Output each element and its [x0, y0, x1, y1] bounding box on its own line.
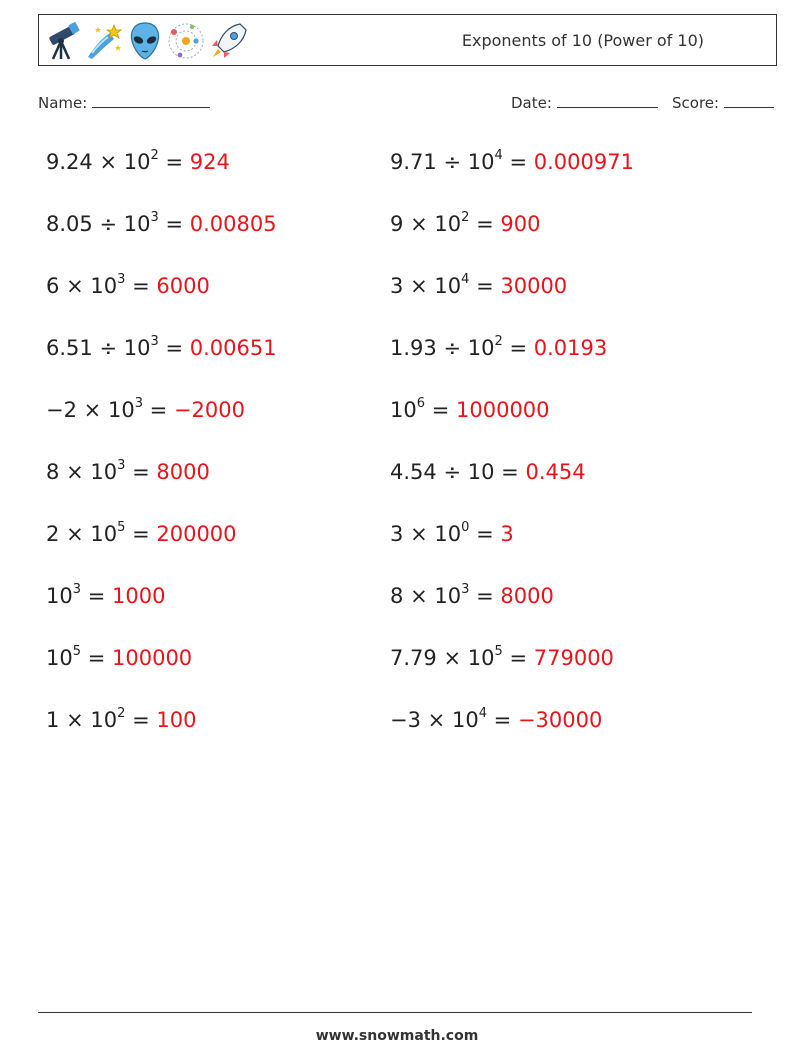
answer: 3 [500, 522, 514, 546]
answer: 924 [189, 150, 230, 174]
equals-sign: = [476, 584, 494, 608]
coefficient: 6.51 [46, 336, 93, 360]
answer: 1000 [112, 584, 166, 608]
operator: × [410, 212, 428, 236]
operator: ÷ [99, 212, 118, 236]
base: 10 [467, 336, 495, 360]
operator: × [410, 274, 428, 298]
header-icons [43, 19, 248, 63]
operator: ÷ [443, 336, 462, 360]
exponent: 2 [494, 334, 503, 349]
equals-sign: = [165, 336, 184, 360]
equals-sign: = [165, 150, 184, 174]
equals-sign: = [132, 708, 150, 732]
exponent: 3 [134, 396, 143, 411]
base: 10 [107, 398, 135, 422]
problem-item [46, 388, 390, 450]
problem-item [390, 636, 734, 698]
exponent: 3 [117, 458, 126, 473]
answer: 900 [500, 212, 541, 236]
coefficient: 7.79 [390, 646, 437, 670]
base: 10 [123, 212, 151, 236]
exponent: 2 [150, 148, 159, 163]
problem-item [390, 140, 734, 202]
problem-grid [46, 140, 746, 760]
coefficient: 8 [390, 584, 404, 608]
equals-sign: = [509, 336, 528, 360]
exponent: 6 [416, 396, 426, 411]
operator: × [410, 584, 428, 608]
equals-sign: = [509, 150, 528, 174]
exponent: 3 [72, 582, 82, 597]
coefficient: 6 [46, 274, 60, 298]
operator: × [66, 708, 84, 732]
base: 10 [46, 584, 73, 608]
coefficient: 2 [46, 522, 60, 546]
equals-sign: = [476, 522, 494, 546]
exponent: 0 [461, 520, 470, 535]
operator: × [410, 522, 428, 546]
operator: × [99, 150, 118, 174]
rocket-icon [207, 19, 247, 63]
date-blank[interactable] [557, 93, 658, 108]
date-label: Date: [511, 94, 552, 112]
coefficient: 3 [390, 522, 404, 546]
coefficient: 4.54 [390, 460, 437, 484]
worksheet-header [38, 14, 777, 66]
shooting-star-icon [84, 19, 124, 63]
equals-sign: = [431, 398, 450, 422]
equals-sign: = [87, 646, 106, 670]
problem-item [46, 326, 390, 388]
exponent: 4 [461, 272, 470, 287]
exponent: 3 [150, 210, 159, 225]
operator: ÷ [443, 150, 462, 174]
answer: −2000 [173, 398, 245, 422]
problem-item [46, 202, 390, 264]
coefficient: −3 [390, 708, 421, 732]
name-field [38, 93, 210, 112]
answer: 6000 [156, 274, 210, 298]
footer-divider [38, 1012, 752, 1013]
problem-item [390, 450, 734, 512]
problem-item [46, 512, 390, 574]
base: 10 [46, 646, 73, 670]
footer-site: www.snowmath.com [315, 1028, 479, 1044]
operator: × [83, 398, 102, 422]
problem-item [390, 574, 734, 636]
equals-sign: = [132, 274, 150, 298]
solar-system-icon [166, 19, 206, 63]
coefficient: 1.93 [390, 336, 437, 360]
name-label: Name: [38, 94, 88, 112]
worksheet-title: Exponents of 10 (Power of 10) [461, 31, 704, 50]
answer: 200000 [156, 522, 237, 546]
exponent: 3 [461, 582, 470, 597]
base: 10 [467, 460, 495, 484]
base: 10 [451, 708, 479, 732]
equals-sign: = [493, 708, 512, 732]
coefficient: 8 [46, 460, 60, 484]
exponent: 5 [117, 520, 126, 535]
problem-item [46, 636, 390, 698]
score-blank[interactable] [724, 93, 774, 108]
problem-item [46, 450, 390, 512]
operator: × [66, 274, 84, 298]
exponent: 4 [494, 148, 503, 163]
problem-item [390, 326, 734, 388]
exponent: 2 [461, 210, 470, 225]
equals-sign: = [501, 460, 519, 484]
answer: 0.000971 [533, 150, 634, 174]
base: 10 [434, 522, 462, 546]
coefficient: 8.05 [46, 212, 93, 236]
answer: 8000 [156, 460, 210, 484]
coefficient: 9.24 [46, 150, 93, 174]
exponent: 4 [478, 706, 487, 721]
answer: 779000 [533, 646, 614, 670]
telescope-icon [43, 19, 83, 63]
operator: × [443, 646, 462, 670]
base: 10 [390, 398, 417, 422]
score-label: Score: [672, 94, 720, 112]
base: 10 [123, 336, 151, 360]
answer: 1000000 [456, 398, 550, 422]
exponent: 2 [117, 706, 126, 721]
exponent: 5 [72, 644, 82, 659]
answer: 100 [156, 708, 197, 732]
base: 10 [467, 646, 495, 670]
operator: ÷ [443, 460, 462, 484]
problem-item [390, 698, 734, 760]
problem-item [46, 698, 390, 760]
answer: 30000 [500, 274, 568, 298]
equals-sign: = [132, 522, 150, 546]
problem-item [390, 202, 734, 264]
answer: 0.00805 [189, 212, 277, 236]
answer: 0.454 [525, 460, 586, 484]
base: 10 [90, 522, 118, 546]
problem-item [46, 574, 390, 636]
problem-item [390, 388, 734, 450]
coefficient: 1 [46, 708, 60, 732]
alien-icon [125, 19, 165, 63]
base: 10 [123, 150, 151, 174]
problem-item [46, 140, 390, 202]
equals-sign: = [165, 212, 184, 236]
exponent: 5 [494, 644, 503, 659]
answer: 0.0193 [533, 336, 608, 360]
base: 10 [434, 212, 462, 236]
operator: × [427, 708, 446, 732]
problem-item [390, 264, 734, 326]
coefficient: 9 [390, 212, 404, 236]
problem-item [46, 264, 390, 326]
coefficient: 9.71 [390, 150, 437, 174]
operator: × [66, 522, 84, 546]
equals-sign: = [476, 212, 494, 236]
base: 10 [90, 460, 118, 484]
problem-item [390, 512, 734, 574]
equals-sign: = [476, 274, 494, 298]
base: 10 [90, 708, 118, 732]
name-blank[interactable] [92, 93, 210, 108]
base: 10 [467, 150, 495, 174]
base: 10 [434, 584, 462, 608]
coefficient: 3 [390, 274, 404, 298]
answer: 0.00651 [189, 336, 277, 360]
base: 10 [90, 274, 118, 298]
equals-sign: = [87, 584, 106, 608]
exponent: 3 [117, 272, 126, 287]
base: 10 [434, 274, 462, 298]
answer: 100000 [112, 646, 193, 670]
answer: −30000 [517, 708, 603, 732]
equals-sign: = [132, 460, 150, 484]
operator: ÷ [99, 336, 118, 360]
operator: × [66, 460, 84, 484]
date-score-fields [511, 93, 774, 112]
equals-sign: = [509, 646, 528, 670]
coefficient: −2 [46, 398, 77, 422]
answer: 8000 [500, 584, 554, 608]
equals-sign: = [149, 398, 168, 422]
exponent: 3 [150, 334, 159, 349]
